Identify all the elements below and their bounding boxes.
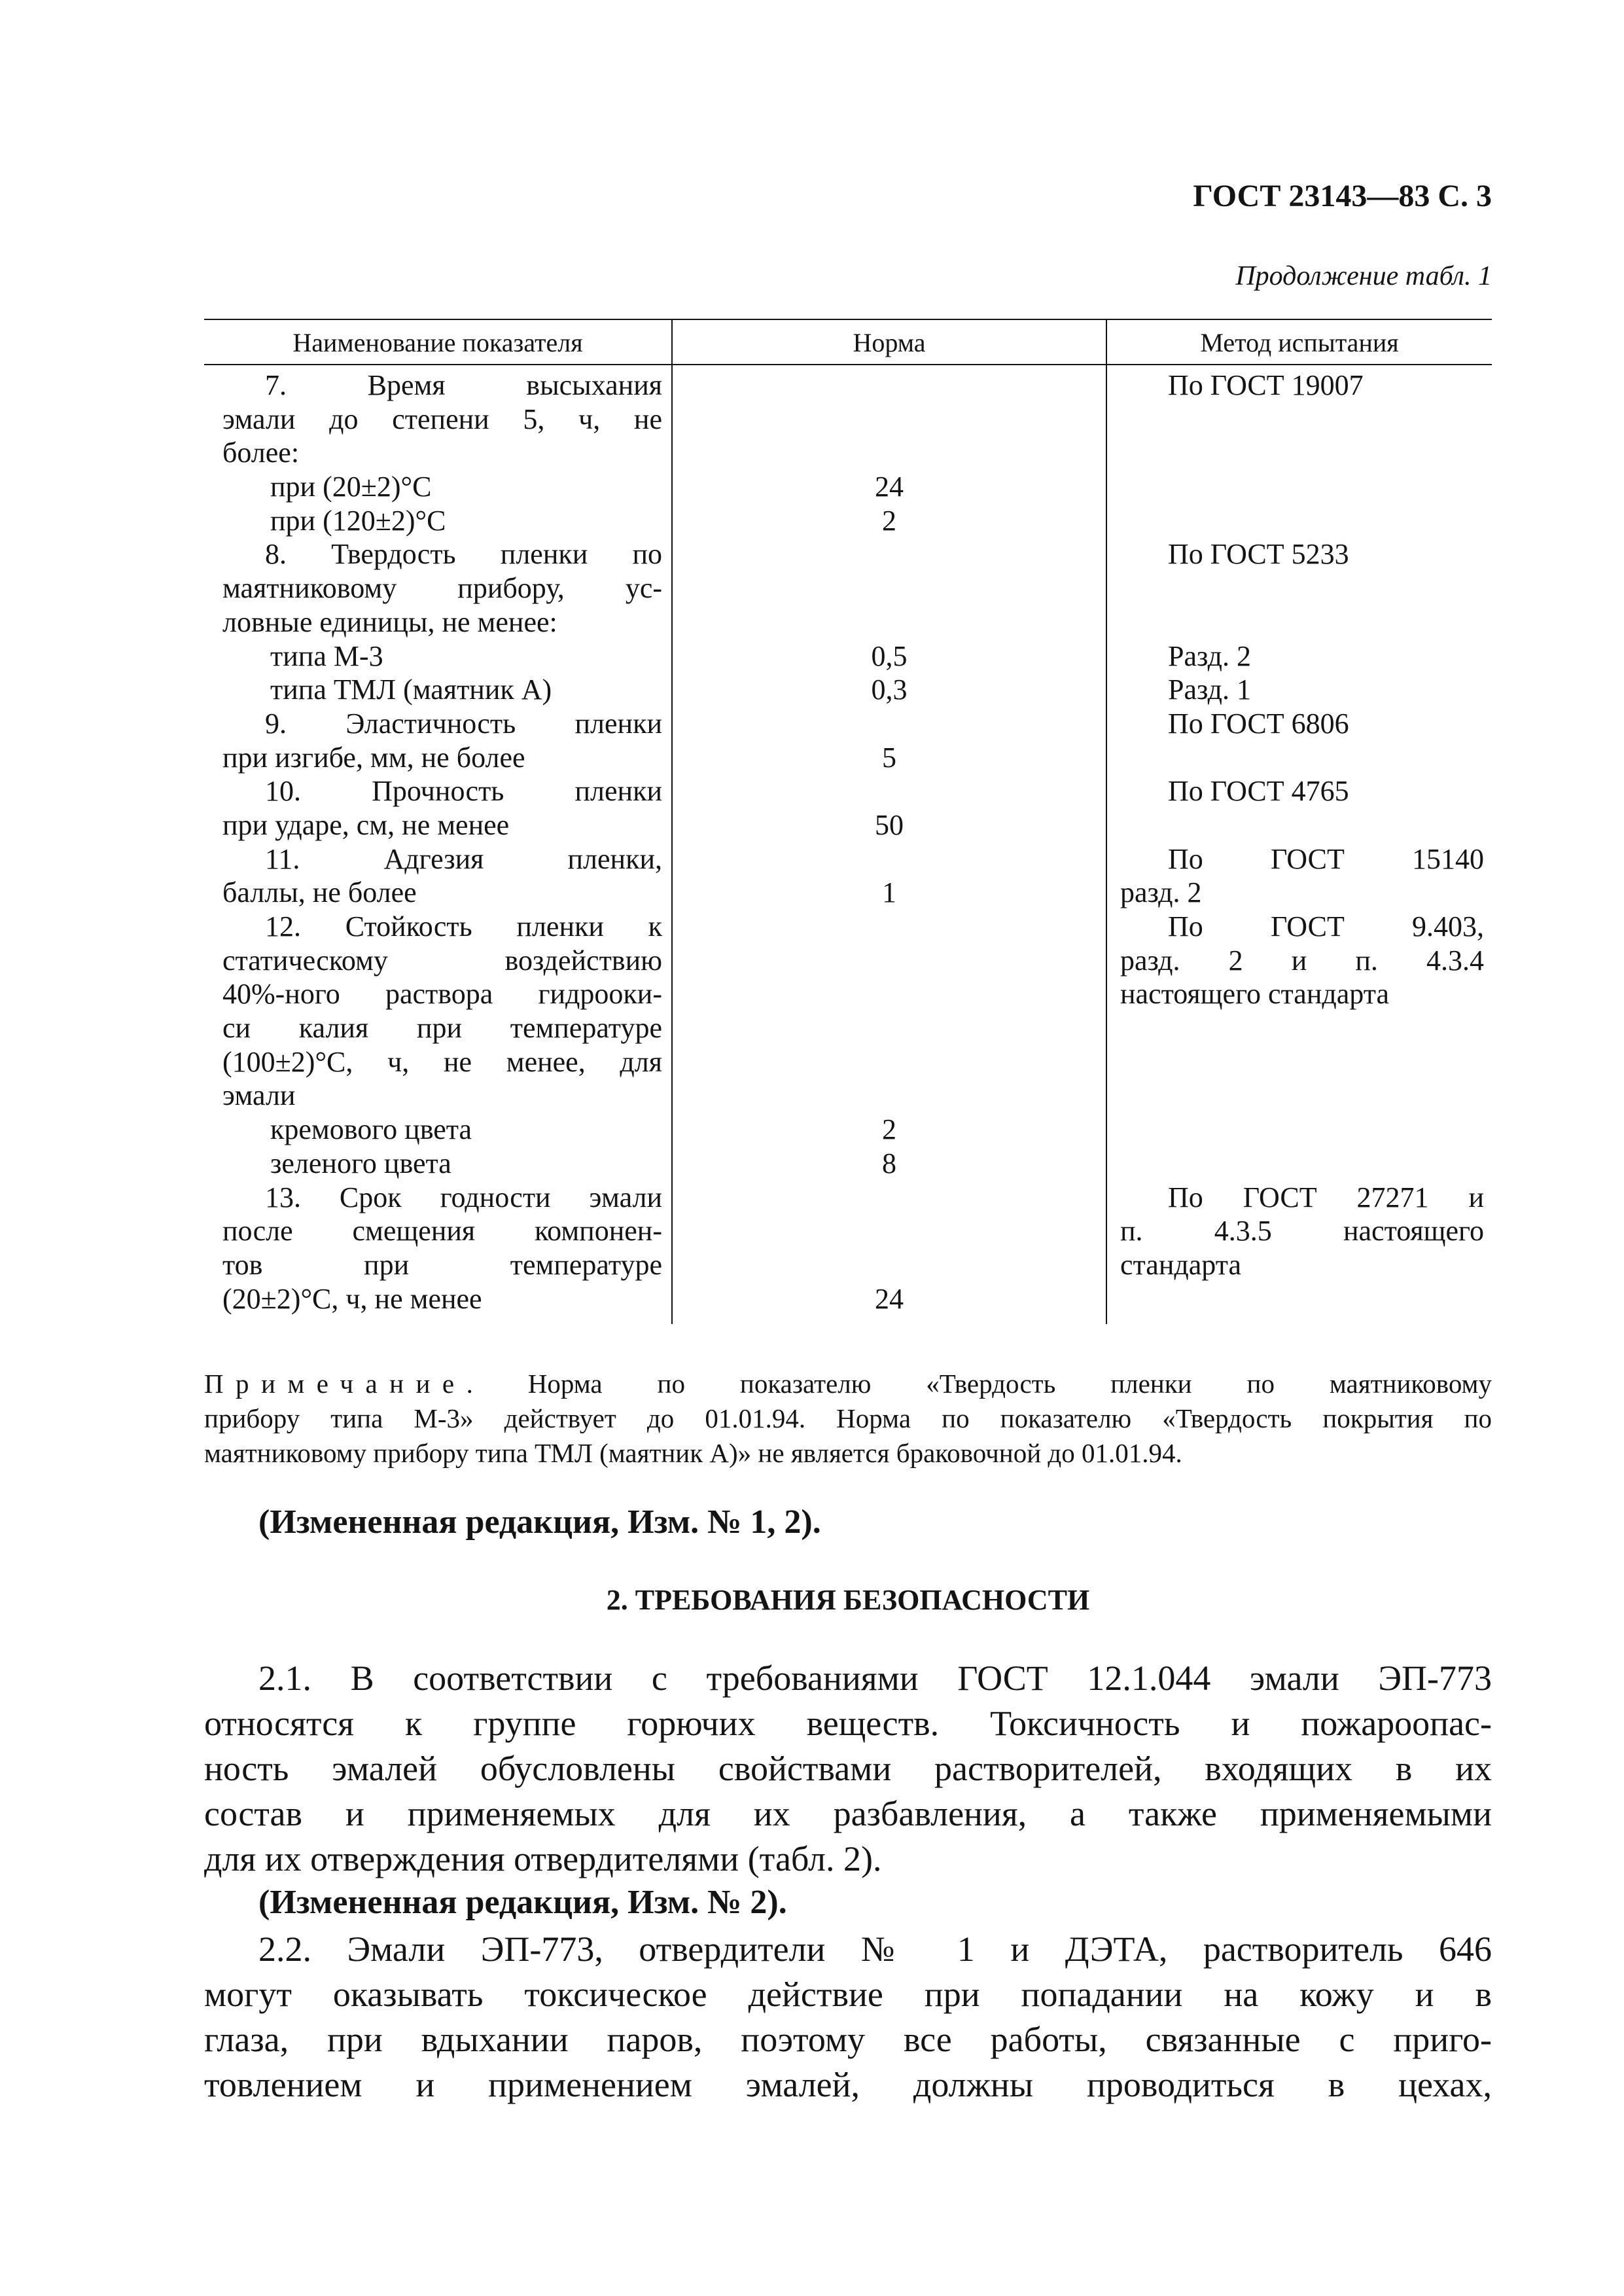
norm-value bbox=[673, 944, 1106, 978]
method-line: п. 4.3.5 настоящего bbox=[1120, 1215, 1484, 1247]
name-line: 11. Адгезия пленки, bbox=[265, 842, 662, 875]
test-method-column bbox=[1120, 368, 1484, 1316]
norm-value bbox=[673, 605, 1106, 639]
name-line: при (120±2)°С bbox=[270, 504, 446, 537]
name-line: баллы, не более bbox=[222, 876, 417, 909]
amendment-note: (Измененная редакция, Изм. № 2). bbox=[258, 1884, 787, 1921]
norm-value bbox=[673, 1181, 1106, 1215]
method-line: разд. 2 и п. 4.3.4 bbox=[1120, 944, 1484, 977]
table-continuation-caption: Продолжение табл. 1 bbox=[1235, 261, 1492, 291]
name-line: 7. Время высыхания bbox=[265, 369, 662, 401]
method-line bbox=[1120, 403, 1484, 437]
page-header: ГОСТ 23143—83 С. 3 bbox=[1193, 179, 1492, 213]
paragraph-2-1 bbox=[204, 1656, 1492, 1882]
paragraph-line: глаза, при вдыхании паров, поэтому все работы, связанные с приго- bbox=[204, 2020, 1492, 2059]
name-line: эмали bbox=[222, 1079, 296, 1112]
method-line: стандарта bbox=[1120, 1248, 1242, 1281]
note-line: маятниковому прибору типа ТМЛ (маятник А)» не является браковочной до 01.01.94. bbox=[204, 1438, 1182, 1468]
paragraph-line: товлением и применением эмалей, должны проводиться в цехах, bbox=[204, 2065, 1492, 2104]
note-line bbox=[204, 1367, 1492, 1401]
table-header-rule bbox=[204, 364, 1492, 365]
norm-value bbox=[673, 571, 1106, 605]
method-line: По ГОСТ 19007 bbox=[1168, 369, 1364, 401]
paragraph-line: могут оказывать токсическое действие при попадании на кожу и в bbox=[204, 1975, 1492, 2014]
paragraph-line: 2.2. Эмали ЭП-773, отвердители № 1 и ДЭТА, растворитель 646 bbox=[258, 1929, 1492, 1969]
name-line: при (20±2)°С bbox=[270, 471, 432, 503]
paragraph-line: ность эмалей обусловлены свойствами растворителей, входящих в их bbox=[204, 1749, 1492, 1788]
method-line bbox=[1120, 1079, 1484, 1113]
name-line: кремового цвета bbox=[270, 1113, 472, 1146]
norm-value bbox=[673, 1079, 1106, 1113]
paragraph-2-2 bbox=[204, 1927, 1492, 2108]
name-line: 40%-ного раствора гидрооки- bbox=[222, 978, 662, 1011]
column-header-method: Метод испытания bbox=[1200, 328, 1399, 357]
method-line bbox=[1120, 436, 1484, 470]
name-line: (20±2)°С, ч, не менее bbox=[222, 1282, 482, 1315]
norm-value bbox=[673, 774, 1106, 808]
name-line: зеленого цвета bbox=[270, 1147, 451, 1179]
method-line bbox=[1120, 470, 1484, 504]
norm-value bbox=[673, 910, 1106, 944]
norm-value bbox=[673, 1045, 1106, 1079]
name-line: маятниковому прибору, ус- bbox=[222, 572, 662, 605]
section-heading: 2. ТРЕБОВАНИЯ БЕЗОПАСНОСТИ bbox=[606, 1584, 1090, 1616]
name-line: 10. Прочность пленки bbox=[265, 775, 662, 808]
method-line bbox=[1120, 605, 1484, 639]
name-line: типа ТМЛ (маятник А) bbox=[270, 673, 552, 706]
method-line bbox=[1120, 1011, 1484, 1045]
name-line: си калия при температуре bbox=[222, 1012, 662, 1045]
method-line bbox=[1120, 808, 1484, 842]
method-line: По ГОСТ 5233 bbox=[1168, 538, 1349, 571]
norm-value bbox=[673, 537, 1106, 571]
name-line: 13. Срок годности эмали bbox=[265, 1181, 662, 1213]
norm-column bbox=[673, 368, 1106, 1316]
method-line: разд. 2 bbox=[1120, 876, 1202, 909]
method-line: Разд. 2 bbox=[1168, 639, 1251, 672]
name-line: 12. Стойкость пленки к bbox=[265, 910, 662, 942]
note-text: . Норма по показателю «Твердость пленки по маятниковому bbox=[466, 1369, 1492, 1399]
paragraph-line: состав и применяемых для их разбавления, а также применяемыми bbox=[204, 1794, 1492, 1833]
method-line: Разд. 1 bbox=[1168, 673, 1251, 706]
norm-value bbox=[673, 436, 1106, 470]
norm-value: 5 bbox=[882, 741, 896, 774]
method-line: По ГОСТ 27271 и bbox=[1168, 1181, 1484, 1213]
paragraph-line: для их отверждения отвердителями (табл. 2). bbox=[204, 1839, 882, 1878]
norm-value: 24 bbox=[875, 1282, 904, 1315]
name-line: при изгибе, мм, не более bbox=[222, 741, 525, 774]
name-line: типа М-3 bbox=[270, 639, 383, 672]
method-line bbox=[1120, 571, 1484, 605]
method-line: настоящего стандарта bbox=[1120, 978, 1390, 1011]
method-line bbox=[1120, 1147, 1484, 1181]
method-line: По ГОСТ 4765 bbox=[1168, 775, 1349, 808]
method-line bbox=[1120, 1282, 1484, 1316]
note-label: Примечание bbox=[204, 1369, 467, 1399]
norm-value bbox=[673, 1214, 1106, 1248]
name-line: при ударе, см, не менее bbox=[222, 808, 510, 841]
name-line: эмали до степени 5, ч, не bbox=[222, 403, 662, 435]
norm-value bbox=[673, 842, 1106, 876]
method-line bbox=[1120, 741, 1484, 775]
name-line: после смещения компонен- bbox=[222, 1215, 662, 1247]
table-note bbox=[204, 1367, 1492, 1471]
name-line: тов при температуре bbox=[222, 1248, 662, 1281]
norm-value: 2 bbox=[882, 1113, 896, 1146]
column-header-norm: Норма bbox=[853, 328, 926, 357]
norm-value bbox=[673, 368, 1106, 403]
column-header-name: Наименование показателя bbox=[292, 328, 583, 357]
table-top-rule bbox=[204, 319, 1492, 320]
norm-value: 50 bbox=[875, 808, 904, 841]
name-line: 9. Эластичность пленки bbox=[265, 707, 662, 740]
indicator-name-column bbox=[222, 368, 662, 1316]
norm-value bbox=[673, 403, 1106, 437]
note-line: прибору типа М-3» действует до 01.01.94. Норма по показателю «Твердость покрытия по bbox=[204, 1403, 1492, 1433]
norm-value bbox=[673, 707, 1106, 741]
name-line: более: bbox=[222, 437, 300, 469]
name-line: 8. Твердость пленки по bbox=[265, 538, 662, 571]
paragraph-line: 2.1. В соответствии с требованиями ГОСТ 12.1.044 эмали ЭП-773 bbox=[258, 1659, 1492, 1698]
norm-value: 0,5 bbox=[871, 639, 908, 672]
column-divider-2 bbox=[1106, 319, 1107, 1324]
norm-value bbox=[673, 1011, 1106, 1045]
norm-value: 1 bbox=[882, 876, 896, 909]
norm-value bbox=[673, 977, 1106, 1011]
method-line: По ГОСТ 15140 bbox=[1168, 842, 1484, 875]
method-line: По ГОСТ 9.403, bbox=[1168, 910, 1484, 942]
norm-value: 24 bbox=[875, 471, 904, 503]
amendment-note: (Измененная редакция, Изм. № 1, 2). bbox=[258, 1503, 821, 1541]
norm-value: 2 bbox=[882, 504, 896, 537]
method-line bbox=[1120, 1045, 1484, 1079]
name-line: статическому воздействию bbox=[222, 944, 662, 977]
method-line bbox=[1120, 1113, 1484, 1147]
name-line: (100±2)°С, ч, не менее, для bbox=[222, 1045, 662, 1078]
norm-value: 8 bbox=[882, 1147, 896, 1179]
name-line: ловные единицы, не менее: bbox=[222, 605, 557, 638]
paragraph-line: относятся к группе горючих веществ. Токсичность и пожароопас- bbox=[204, 1704, 1492, 1743]
method-line bbox=[1120, 504, 1484, 538]
norm-value bbox=[673, 1248, 1106, 1282]
norm-value: 0,3 bbox=[871, 673, 908, 706]
method-line: По ГОСТ 6806 bbox=[1168, 707, 1349, 740]
